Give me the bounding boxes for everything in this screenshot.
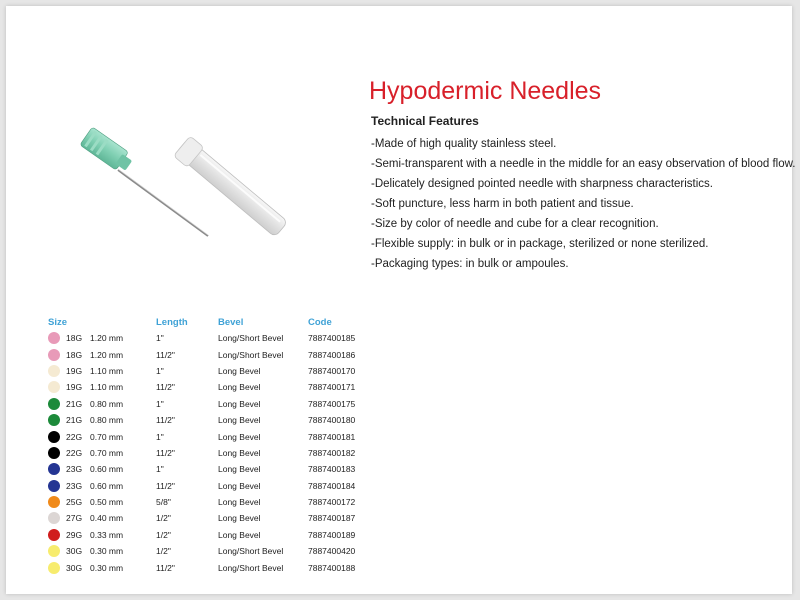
- feature-item: -Semi-transparent with a needle in the middle for an easy observation of blood flow.: [371, 158, 796, 170]
- table-row: [48, 428, 388, 444]
- length-cell: 1": [156, 464, 164, 475]
- color-swatch-cell: [48, 330, 66, 346]
- page-title: Hypodermic Needles: [369, 76, 602, 105]
- length-cell: 1/2": [156, 546, 171, 557]
- header-size: Size: [48, 316, 68, 328]
- bevel-cell: Long Bevel: [218, 447, 261, 458]
- bevel-cell: Long Bevel: [218, 415, 261, 426]
- feature-item: -Made of high quality stainless steel.: [371, 138, 557, 150]
- color-swatch-cell: [48, 346, 66, 362]
- length-cell: 1/2": [156, 513, 171, 524]
- gauge-cell: 23G: [66, 464, 83, 475]
- color-dot-icon: [48, 398, 60, 410]
- diameter-cell: 1.20 mm: [90, 349, 124, 360]
- table-body: [48, 330, 388, 576]
- diameter-cell: 0.60 mm: [90, 464, 124, 475]
- code-cell: 7887400170: [308, 365, 356, 376]
- color-dot-icon: [48, 447, 60, 459]
- gauge-cell: 27G: [66, 513, 83, 524]
- features-heading: Technical Features: [371, 114, 479, 128]
- diameter-cell: 0.60 mm: [90, 480, 124, 491]
- gauge-cell: 19G: [66, 365, 83, 376]
- gauge-cell: 19G: [66, 382, 83, 393]
- color-swatch-cell: [48, 445, 66, 461]
- length-cell: 1": [156, 431, 164, 442]
- bevel-cell: Long Bevel: [218, 365, 261, 376]
- needle-spec-table: [48, 314, 388, 576]
- bevel-cell: Long Bevel: [218, 513, 261, 524]
- bevel-cell: Long/Short Bevel: [218, 349, 284, 360]
- header-code: Code: [308, 316, 332, 328]
- color-dot-icon: [48, 332, 60, 344]
- diameter-cell: 0.40 mm: [90, 513, 124, 524]
- feature-item: -Packaging types: in bulk or ampoules.: [371, 258, 569, 270]
- diameter-cell: 1.20 mm: [90, 333, 124, 344]
- color-dot-icon: [48, 463, 60, 475]
- color-swatch-cell: [48, 428, 66, 444]
- code-cell: 7887400184: [308, 480, 356, 491]
- length-cell: 5/8": [156, 497, 171, 508]
- gauge-cell: 25G: [66, 497, 83, 508]
- feature-item: -Soft puncture, less harm in both patient and tissue.: [371, 198, 634, 210]
- code-cell: 7887400185: [308, 333, 356, 344]
- gauge-cell: 30G: [66, 546, 83, 557]
- color-swatch-cell: [48, 412, 66, 428]
- table-row: [48, 527, 388, 543]
- bevel-cell: Long/Short Bevel: [218, 546, 284, 557]
- diameter-cell: 1.10 mm: [90, 382, 124, 393]
- bevel-cell: Long Bevel: [218, 464, 261, 475]
- code-cell: 7887400186: [308, 349, 356, 360]
- color-dot-icon: [48, 431, 60, 443]
- color-dot-icon: [48, 480, 60, 492]
- color-dot-icon: [48, 512, 60, 524]
- color-swatch-cell: [48, 478, 66, 494]
- code-cell: 7887400181: [308, 431, 356, 442]
- gauge-cell: 21G: [66, 398, 83, 409]
- length-cell: 11/2": [156, 447, 175, 458]
- diameter-cell: 0.33 mm: [90, 529, 124, 540]
- color-dot-icon: [48, 365, 60, 377]
- length-cell: 11/2": [156, 349, 175, 360]
- table-row: [48, 379, 388, 395]
- table-row: [48, 363, 388, 379]
- length-cell: 1/2": [156, 529, 171, 540]
- color-swatch-cell: [48, 559, 66, 575]
- color-swatch-cell: [48, 363, 66, 379]
- code-cell: 7887400189: [308, 529, 356, 540]
- gauge-cell: 18G: [66, 333, 83, 344]
- length-cell: 11/2": [156, 480, 175, 491]
- code-cell: 7887400172: [308, 497, 356, 508]
- table-row: [48, 412, 388, 428]
- diameter-cell: 0.30 mm: [90, 546, 124, 557]
- code-cell: 7887400175: [308, 398, 356, 409]
- code-cell: 7887400420: [308, 546, 356, 557]
- diameter-cell: 0.70 mm: [90, 447, 124, 458]
- table-header-row: [48, 314, 388, 330]
- length-cell: 11/2": [156, 415, 175, 426]
- gauge-cell: 22G: [66, 431, 83, 442]
- bevel-cell: Long Bevel: [218, 382, 261, 393]
- table-row: [48, 330, 388, 346]
- header-bevel: Bevel: [218, 316, 244, 328]
- color-dot-icon: [48, 414, 60, 426]
- color-dot-icon: [48, 381, 60, 393]
- color-dot-icon: [48, 545, 60, 557]
- table-row: [48, 445, 388, 461]
- code-cell: 7887400187: [308, 513, 356, 524]
- table-row: [48, 396, 388, 412]
- color-swatch-cell: [48, 396, 66, 412]
- color-swatch-cell: [48, 510, 66, 526]
- gauge-cell: 29G: [66, 529, 83, 540]
- bevel-cell: Long Bevel: [218, 480, 261, 491]
- code-cell: 7887400182: [308, 447, 356, 458]
- diameter-cell: 0.70 mm: [90, 431, 124, 442]
- gauge-cell: 18G: [66, 349, 83, 360]
- needle-product-image: [60, 120, 310, 260]
- code-cell: 7887400188: [308, 562, 356, 573]
- bevel-cell: Long Bevel: [218, 398, 261, 409]
- header-length: Length: [156, 316, 188, 328]
- length-cell: 11/2": [156, 382, 175, 393]
- diameter-cell: 0.80 mm: [90, 415, 124, 426]
- diameter-cell: 1.10 mm: [90, 365, 124, 376]
- code-cell: 7887400180: [308, 415, 356, 426]
- gauge-cell: 22G: [66, 447, 83, 458]
- color-dot-icon: [48, 562, 60, 574]
- table-row: [48, 510, 388, 526]
- color-swatch-cell: [48, 543, 66, 559]
- table-row: [48, 559, 388, 575]
- length-cell: 1": [156, 398, 164, 409]
- features-list: [371, 134, 795, 274]
- table-row: [48, 543, 388, 559]
- length-cell: 11/2": [156, 562, 175, 573]
- code-cell: 7887400183: [308, 464, 356, 475]
- length-cell: 1": [156, 333, 164, 344]
- color-dot-icon: [48, 349, 60, 361]
- code-cell: 7887400171: [308, 382, 356, 393]
- bevel-cell: Long Bevel: [218, 497, 261, 508]
- table-row: [48, 478, 388, 494]
- table-row: [48, 346, 388, 362]
- table-row: [48, 494, 388, 510]
- bevel-cell: Long/Short Bevel: [218, 562, 284, 573]
- color-swatch-cell: [48, 494, 66, 510]
- table-row: [48, 461, 388, 477]
- bevel-cell: Long Bevel: [218, 529, 261, 540]
- feature-item: -Size by color of needle and cube for a clear recognition.: [371, 218, 659, 230]
- diameter-cell: 0.30 mm: [90, 562, 124, 573]
- diameter-cell: 0.80 mm: [90, 398, 124, 409]
- feature-item: -Flexible supply: in bulk or in package, sterilized or none sterilized.: [371, 238, 709, 250]
- color-swatch-cell: [48, 461, 66, 477]
- diameter-cell: 0.50 mm: [90, 497, 124, 508]
- color-dot-icon: [48, 496, 60, 508]
- gauge-cell: 23G: [66, 480, 83, 491]
- color-swatch-cell: [48, 379, 66, 395]
- feature-item: -Delicately designed pointed needle with sharpness characteristics.: [371, 178, 713, 190]
- color-swatch-cell: [48, 527, 66, 543]
- bevel-cell: Long Bevel: [218, 431, 261, 442]
- gauge-cell: 21G: [66, 415, 83, 426]
- bevel-cell: Long/Short Bevel: [218, 333, 284, 344]
- gauge-cell: 30G: [66, 562, 83, 573]
- length-cell: 1": [156, 365, 164, 376]
- color-dot-icon: [48, 529, 60, 541]
